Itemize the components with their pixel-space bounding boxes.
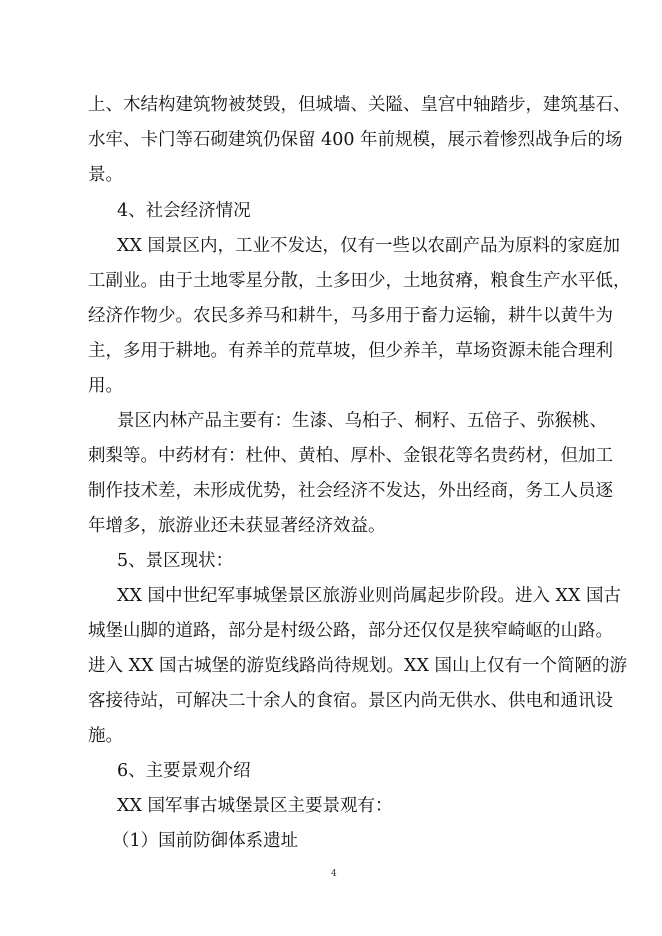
- paragraph-line: 刺梨等。中药材有：杜仲、黄柏、厚朴、金银花等名贵药材，但加工: [88, 446, 613, 466]
- paragraph-line: XX 国景区内，工业不发达，仅有一些以农副产品为原料的家庭加: [117, 236, 620, 256]
- paragraph-line: 城堡山脚的道路，部分是村级公路，部分还仅仅是狭窄崎岖的山路。: [88, 621, 613, 641]
- text-line: [0, 581, 662, 611]
- text-line: [0, 651, 662, 681]
- text-line: [0, 90, 662, 120]
- section-heading: [0, 196, 662, 226]
- text-line: [0, 616, 662, 646]
- text-line: [0, 266, 662, 296]
- paragraph-line: XX 国军事古城堡景区主要景观有：: [117, 796, 393, 816]
- heading-current-status: 5、景区现状：: [117, 551, 234, 571]
- page-number: 4: [331, 869, 337, 879]
- paragraph-line: 用。: [88, 376, 123, 396]
- heading-social-economy: 4、社会经济情况: [117, 201, 251, 221]
- paragraph-line: 景。: [88, 165, 123, 185]
- paragraph-line: 上、木结构建筑物被焚毁，但城墙、关隘、皇宫中轴踏步，建筑基石、: [88, 95, 631, 115]
- text-line: [0, 721, 662, 751]
- text-line: [0, 406, 662, 436]
- text-line: [0, 511, 662, 541]
- heading-main-landscapes: 6、主要景观介绍: [117, 761, 251, 781]
- subheading-defense-ruins: （1）国前防御体系遗址: [112, 831, 299, 851]
- paragraph-line: 主，多用于耕地。有养羊的荒草坡，但少养羊，草场资源未能合理利: [88, 341, 613, 361]
- text-line: [0, 476, 662, 506]
- text-line: [0, 686, 662, 716]
- section-heading: [0, 546, 662, 576]
- paragraph-line: 水牢、卡门等石砌建筑仍保留 400 年前规模，展示着惨烈战争后的场: [88, 130, 623, 150]
- text-line: [0, 125, 662, 155]
- section-subheading: [0, 826, 662, 856]
- text-line: [0, 441, 662, 471]
- section-heading: [0, 756, 662, 786]
- text-line: [0, 336, 662, 366]
- paragraph-line: 景区内林产品主要有：生漆、乌桕子、桐籽、五倍子、弥猴桃、: [117, 411, 607, 431]
- text-line: [0, 231, 662, 261]
- paragraph-line: 客接待站，可解决二十余人的食宿。景区内尚无供水、供电和通讯设: [88, 691, 613, 711]
- text-line: [0, 791, 662, 821]
- paragraph-line: 施。: [88, 726, 123, 746]
- text-line: [0, 301, 662, 331]
- text-line: [0, 371, 662, 401]
- paragraph-line: 进入 XX 国古城堡的游览线路尚待规划。XX 国山上仅有一个简陋的游: [88, 656, 628, 676]
- paragraph-line: 年增多，旅游业还未获显著经济效益。: [88, 516, 386, 536]
- paragraph-line: XX 国中世纪军事城堡景区旅游业则尚属起步阶段。进入 XX 国古: [117, 586, 622, 606]
- text-line: [0, 160, 662, 190]
- paragraph-line: 工副业。由于土地零星分散，土多田少，土地贫瘠，粮食生产水平低，: [88, 271, 631, 291]
- paragraph-line: 制作技术差，未形成优势，社会经济不发达，外出经商，务工人员逐: [88, 481, 613, 501]
- paragraph-line: 经济作物少。农民多养马和耕牛，马多用于畜力运输，耕牛以黄牛为: [88, 306, 613, 326]
